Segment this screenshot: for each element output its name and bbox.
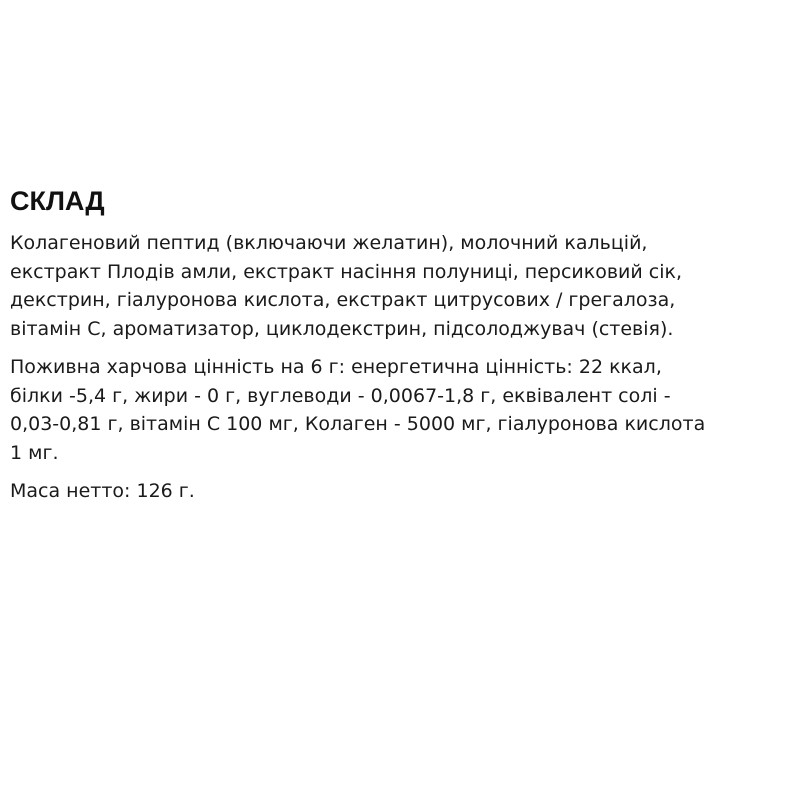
composition-section bbox=[10, 181, 800, 506]
net-weight-paragraph bbox=[10, 477, 800, 506]
ingredients-line: вітамін C, ароматизатор, циклодекстрин, підсолоджувач (стевія). bbox=[10, 317, 674, 340]
nutrition-line: білки -5,4 г, жири - 0 г, вуглеводи - 0,0067-1,8 г, еквівалент солі - bbox=[10, 384, 671, 407]
ingredients-line: екстракт Плодів амли, екстракт насіння полуниці, персиковий сік, bbox=[10, 260, 683, 283]
nutrition-paragraph bbox=[10, 353, 800, 467]
section-heading: СКЛАД bbox=[10, 186, 105, 216]
net-weight-text: Маса нетто: 126 г. bbox=[10, 480, 195, 502]
nutrition-line: Поживна харчова цінність на 6 г: енергетична цінність: 22 ккал, bbox=[10, 356, 662, 378]
nutrition-line: 0,03-0,81 г, вітамін С 100 мг, Колаген - 5000 мг, гіалуронова кислота bbox=[10, 413, 706, 435]
ingredients-line: Колагеновий пептид (включаючи желатин), молочний кальцій, bbox=[10, 232, 648, 254]
ingredients-line: декстрин, гіалуронова кислота, екстракт цитрусових / грегалоза, bbox=[10, 289, 676, 311]
paragraph-spacer bbox=[10, 467, 800, 477]
ingredients-paragraph bbox=[10, 229, 800, 343]
paragraph-spacer bbox=[10, 343, 800, 353]
nutrition-line: 1 мг. bbox=[10, 441, 59, 464]
